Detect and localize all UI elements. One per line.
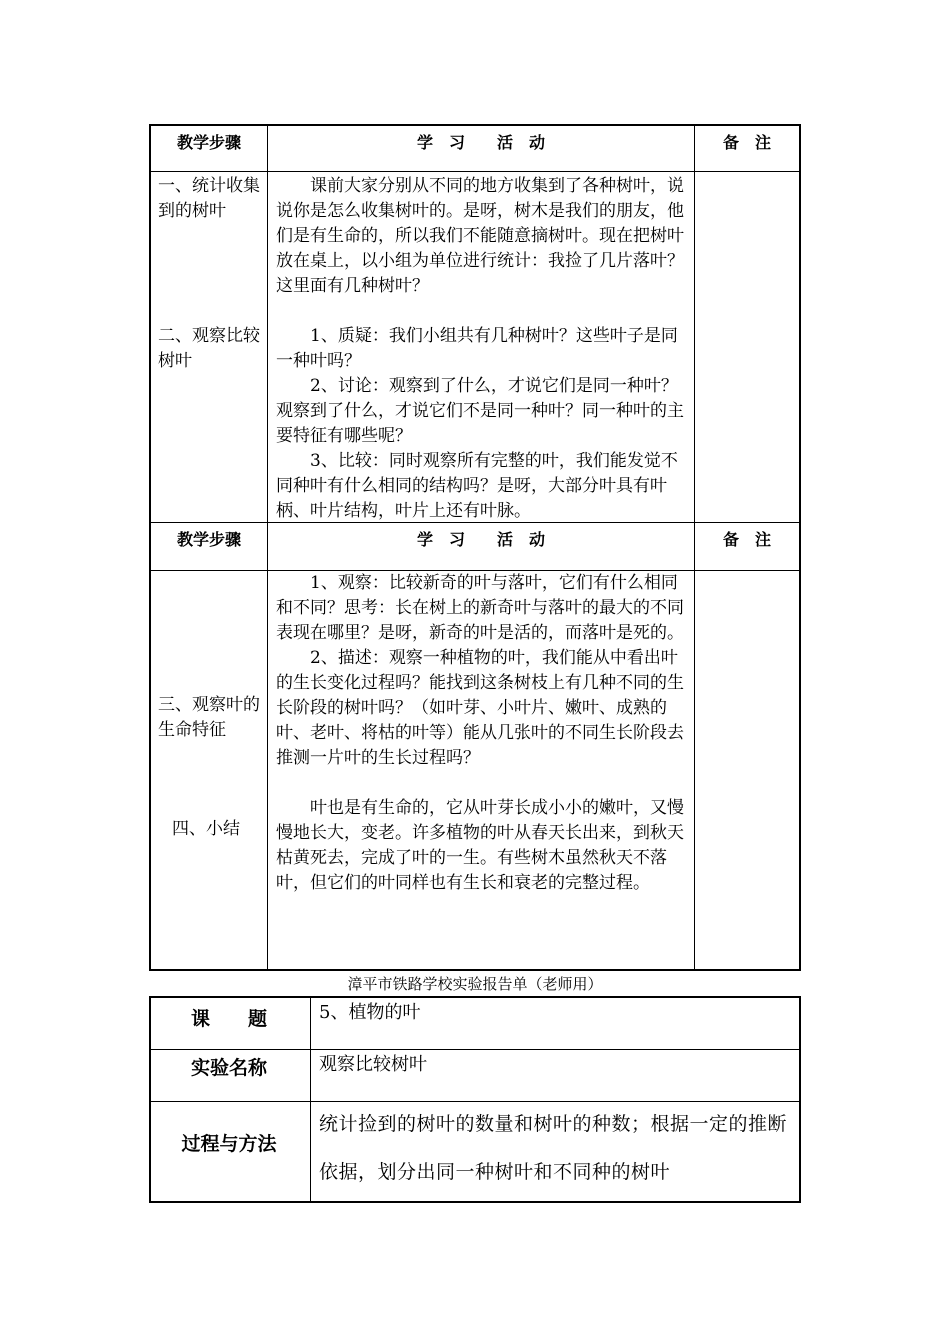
- report-border-right: [799, 996, 801, 1203]
- table1-header-steps: 教学步骤: [176, 133, 241, 152]
- table1-col-divider-1: [267, 124, 268, 570]
- table2-header-notes: 备 注: [722, 530, 771, 549]
- table1-paragraph: 课前大家分别从不同的地方收集到了各种树叶，说说你是怎么收集树叶的。是呀，树木是我们的朋友，他们是有生命的，所以我们不能随意摘树叶。现在把树叶放在桌上，以小组为单位进行统计：我捡了几片落叶？这里面有几种树叶？: [276, 176, 684, 296]
- report-label-method: 过程与方法: [181, 1133, 277, 1155]
- report-col-divider: [310, 996, 311, 1203]
- report-row-divider-1: [149, 1049, 801, 1050]
- table1-step-2: 二、观察比较树叶: [158, 326, 260, 371]
- table2-paragraph: 2、描述：观察一种植物的叶，我们能从中看出叶的生长变化过程吗？能找到这条树枝上有几种不同的生长阶段的树叶吗？（如叶芽、小叶片、嫩叶、成熟的叶、老叶、将枯的叶等）能从几张叶的不同生长阶段去推测一片叶的生长过程吗？: [276, 648, 684, 768]
- report-label-topic: 课 题: [190, 1008, 267, 1030]
- report-label-experiment: 实验名称: [190, 1057, 267, 1079]
- report-border-bottom: [149, 1201, 801, 1203]
- table1-paragraph: 2、讨论：观察到了什么，才说它们是同一种叶？观察到了什么，才说它们不是同一种叶？同一种叶的主要特征有哪些呢？: [276, 376, 684, 446]
- table1-header-divider: [149, 171, 801, 172]
- report-table: [149, 996, 801, 1204]
- table1-border-left: [149, 124, 151, 570]
- table2-col-divider-2: [694, 522, 695, 971]
- table2-border-bottom: [149, 969, 801, 971]
- table1-header-notes: 备 注: [722, 133, 771, 152]
- table2-header-activity: 学 习 活 动: [416, 530, 545, 549]
- report-border-top: [149, 996, 801, 998]
- table1-step-1: 一、统计收集到的树叶: [158, 176, 260, 221]
- table2-activity: [276, 571, 690, 896]
- table2-paragraph: 1、观察：比较新奇的叶与落叶，它们有什么相同和不同？思考：长在树上的新奇叶与落叶的最大的不同表现在哪里？是呀，新奇的叶是活的，而落叶是死的。: [276, 573, 684, 643]
- table2-border-left: [149, 522, 151, 971]
- table1-header-activity: 学 习 活 动: [416, 133, 545, 152]
- table1-col-divider-2: [694, 124, 695, 570]
- table2-step-4: 四、小结: [172, 819, 240, 839]
- report-value-topic: 5、植物的叶: [319, 1002, 421, 1023]
- table1-border-top: [149, 124, 801, 126]
- table2-header-steps: 教学步骤: [176, 530, 241, 549]
- table2-col-divider-1: [267, 522, 268, 971]
- table2-border-right: [799, 522, 801, 971]
- table1-activity: [276, 174, 690, 524]
- table2-paragraph: 叶也是有生命的，它从叶芽长成小小的嫩叶，又慢慢地长大，变老。许多植物的叶从春天长出来，到秋天枯黄死去，完成了叶的一生。有些树木虽然秋天不落叶，但它们的叶同样也有生长和衰老的完整过程。: [276, 798, 684, 893]
- table1-paragraph: 3、比较：同时观察所有完整的叶，我们能发觉不同种叶有什么相同的结构吗？是呀，大部分叶具有叶柄、叶片结构，叶片上还有叶脉。: [276, 451, 678, 521]
- report-title: 漳平市铁路学校实验报告单（老师用）: [347, 975, 603, 993]
- table2-border-top: [149, 522, 801, 523]
- table1-border-right: [799, 124, 801, 570]
- report-value-method: 统计捡到的树叶的数量和树叶的种数；根据一定的推断依据，划分出同一种树叶和不同种的树叶: [319, 1113, 788, 1183]
- table1-paragraph: 1、质疑：我们小组共有几种树叶？这些叶子是同一种叶吗？: [276, 326, 678, 371]
- table2-step-3: 三、观察叶的生命特征: [158, 695, 260, 740]
- report-value-experiment: 观察比较树叶: [319, 1054, 427, 1075]
